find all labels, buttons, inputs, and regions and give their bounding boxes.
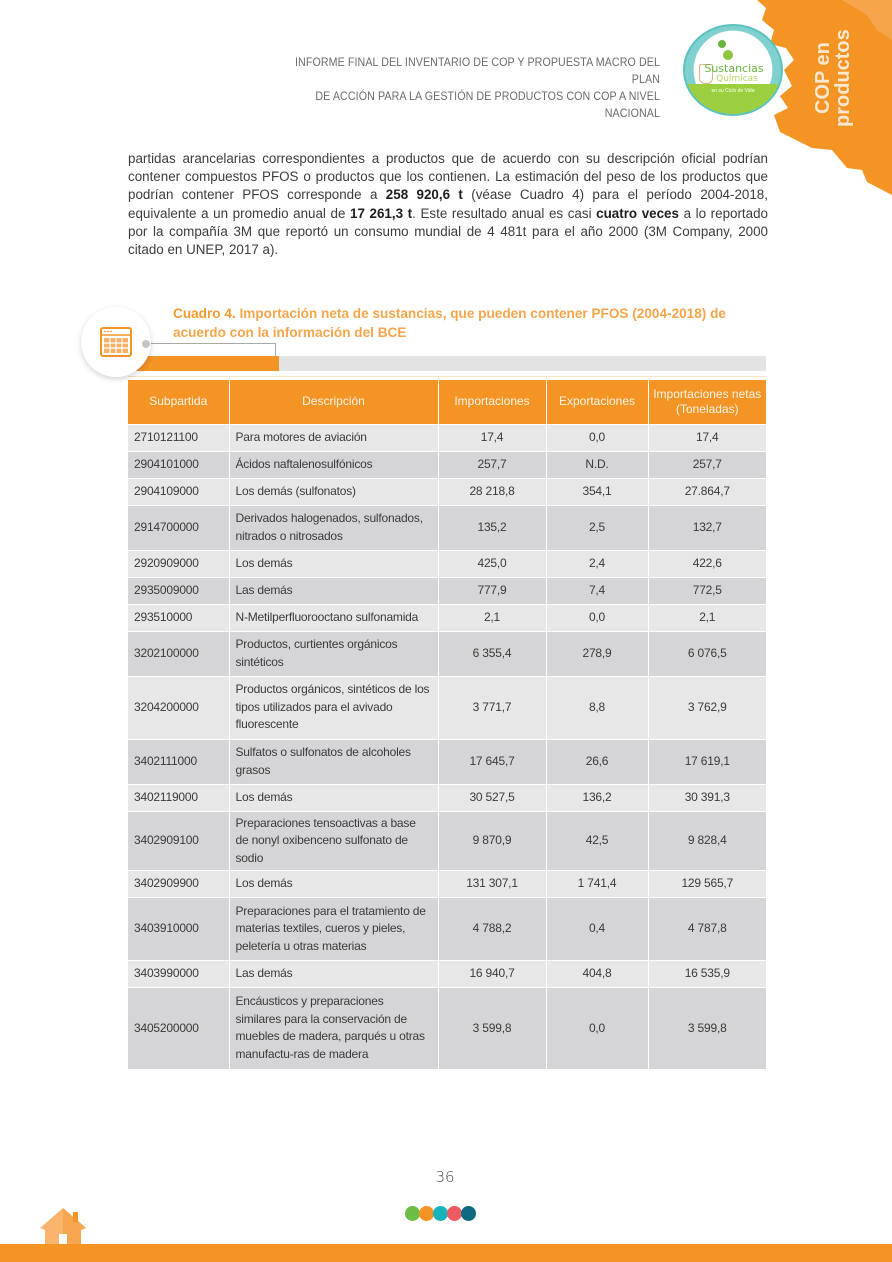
cell-importaciones-netas: 3 599,8 (648, 988, 766, 1069)
table-row (128, 871, 766, 898)
table-row (128, 424, 766, 451)
cell-importaciones: 135,2 (438, 505, 546, 550)
cell-subpartida: 3202100000 (128, 631, 229, 676)
cell-subpartida: 2935009000 (128, 577, 229, 604)
cell-exportaciones: 2,5 (546, 505, 648, 550)
table-row (128, 577, 766, 604)
table-icon (99, 326, 133, 358)
caption-bar-accent (128, 356, 279, 371)
bold-annual-average: 17 261,3 t (350, 205, 413, 221)
cell-subpartida: 3402119000 (128, 784, 229, 811)
cell-importaciones-netas: 132,7 (648, 505, 766, 550)
cell-importaciones: 4 788,2 (438, 898, 546, 961)
cell-subpartida: 2920909000 (128, 550, 229, 577)
header-exportaciones: Exportaciones (546, 380, 648, 424)
paragraph-text: partidas arancelarias correspondientes a productos que de acuerdo con su descripción oficial podrían contener compuestos PFOS o productos que los contienen. La estimación del peso de los productos que podrían contener PFOS corresponde a (128, 151, 768, 203)
cell-exportaciones: 404,8 (546, 961, 648, 988)
home-icon[interactable] (38, 1206, 88, 1246)
cell-importaciones: 17,4 (438, 424, 546, 451)
cell-importaciones-netas: 422,6 (648, 550, 766, 577)
table-row (128, 676, 766, 739)
dot-coral (447, 1206, 462, 1221)
logo-text-line-1: Sustancias (704, 62, 764, 75)
cell-exportaciones: 0,0 (546, 988, 648, 1069)
dot-navy-teal (461, 1206, 476, 1221)
cell-importaciones: 3 599,8 (438, 988, 546, 1069)
cell-importaciones-netas: 257,7 (648, 451, 766, 478)
cell-importaciones-netas: 27.864,7 (648, 478, 766, 505)
table-row (128, 631, 766, 676)
cell-importaciones-netas: 3 762,9 (648, 676, 766, 739)
bold-comparison: cuatro veces (596, 205, 679, 221)
table-row (128, 898, 766, 961)
dot-green (405, 1206, 420, 1221)
cell-exportaciones: 136,2 (546, 784, 648, 811)
cell-descripcion: Para motores de aviación (229, 424, 438, 451)
header-title-line-1: INFORME FINAL DEL INVENTARIO DE COP Y PROPUESTA MACRO DEL PLAN (294, 56, 660, 86)
cell-exportaciones: 0,0 (546, 604, 648, 631)
cell-importaciones: 9 870,9 (438, 811, 546, 871)
header-subpartida: Subpartida (128, 380, 229, 424)
logo-bubble-icon (718, 40, 726, 48)
cell-importaciones-netas: 772,5 (648, 577, 766, 604)
cell-descripcion: Sulfatos o sulfonatos de alcoholes grasos (229, 739, 438, 784)
page-number: 36 (435, 1168, 455, 1186)
cell-descripcion: Ácidos naftalenosulfónicos (229, 451, 438, 478)
paragraph-text: (véase Cuadro 4) para el período 2004-2018, equivalente a un promedio anual de (128, 187, 768, 221)
cell-importaciones-netas: 9 828,4 (648, 811, 766, 871)
table-row (128, 451, 766, 478)
table-row (128, 478, 766, 505)
cell-importaciones: 30 527,5 (438, 784, 546, 811)
cell-exportaciones: 26,6 (546, 739, 648, 784)
table-icon-badge (81, 307, 151, 377)
table-row (128, 784, 766, 811)
logo-bubble-icon (723, 50, 733, 60)
connector-line (149, 343, 276, 344)
cell-importaciones: 16 940,7 (438, 961, 546, 988)
cell-subpartida: 2904109000 (128, 478, 229, 505)
cell-exportaciones: 42,5 (546, 811, 648, 871)
header-descripcion: Descripción (229, 380, 438, 424)
cell-exportaciones: 1 741,4 (546, 871, 648, 898)
header-importaciones: Importaciones (438, 380, 546, 424)
table-row (128, 988, 766, 1069)
cell-importaciones: 425,0 (438, 550, 546, 577)
cell-descripcion: N-Metilperfluorooctano sulfonamida (229, 604, 438, 631)
cell-descripcion: Las demás (229, 577, 438, 604)
footer-bar (0, 1244, 892, 1262)
cell-descripcion: Productos orgánicos, sintéticos de los tipos utilizados para el avivado fluorescente (229, 676, 438, 739)
cell-exportaciones: 2,4 (546, 550, 648, 577)
table-row (128, 961, 766, 988)
paragraph-text: a lo reportado por la compañía 3M que reportó un consumo mundial de 4 481t para el año 2000 (3M Company, 2000 citado en UNEP, 2017 a). (128, 205, 768, 258)
table-row (128, 505, 766, 550)
caption-text: Importación neta de sustancias, que pueden contener PFOS (2004-2018) de acuerdo con la información del BCE (173, 306, 726, 340)
cell-subpartida: 3402909100 (128, 811, 229, 871)
cell-importaciones-netas: 17 619,1 (648, 739, 766, 784)
color-dots-decoration (405, 1206, 475, 1221)
pfos-imports-table (128, 380, 766, 1069)
cell-descripcion: Preparaciones tensoactivas a base de nonyl oxibenceno sulfonato de sodio (229, 811, 438, 871)
table-row (128, 739, 766, 784)
body-paragraph (128, 150, 768, 259)
cell-importaciones-netas: 30 391,3 (648, 784, 766, 811)
table-row (128, 811, 766, 871)
cell-importaciones: 131 307,1 (438, 871, 546, 898)
cell-exportaciones: N.D. (546, 451, 648, 478)
cell-subpartida: 3403990000 (128, 961, 229, 988)
cell-importaciones: 777,9 (438, 577, 546, 604)
logo-text-line-3: en su Ciclo de Vida (711, 88, 755, 94)
cell-subpartida: 3402909900 (128, 871, 229, 898)
cell-importaciones: 3 771,7 (438, 676, 546, 739)
cell-exportaciones: 7,4 (546, 577, 648, 604)
cell-importaciones-netas: 129 565,7 (648, 871, 766, 898)
cell-importaciones-netas: 6 076,5 (648, 631, 766, 676)
document-header-title (270, 54, 660, 122)
cell-descripcion: Productos, curtientes orgánicos sintéticos (229, 631, 438, 676)
cell-importaciones-netas: 16 535,9 (648, 961, 766, 988)
cell-subpartida: 2904101000 (128, 451, 229, 478)
cell-importaciones: 17 645,7 (438, 739, 546, 784)
cell-subpartida: 2710121100 (128, 424, 229, 451)
header-title-line-2: DE ACCIÓN PARA LA GESTIÓN DE PRODUCTOS CON COP A NIVEL NACIONAL (315, 90, 660, 120)
paragraph-text: . Este resultado anual es casi (412, 205, 597, 221)
cell-exportaciones: 0,4 (546, 898, 648, 961)
table-row (128, 550, 766, 577)
dot-teal (433, 1206, 448, 1221)
dot-orange (419, 1206, 434, 1221)
cell-subpartida: 3405200000 (128, 988, 229, 1069)
caption-label: Cuadro 4. (173, 306, 236, 321)
cell-subpartida: 3204200000 (128, 676, 229, 739)
table-caption (173, 304, 768, 342)
cell-importaciones: 2,1 (438, 604, 546, 631)
cell-descripcion: Los demás (229, 550, 438, 577)
cell-importaciones: 28 218,8 (438, 478, 546, 505)
bold-total-weight: 258 920,6 t (385, 187, 463, 203)
logo-text-line-2: Químicas (716, 74, 758, 84)
caption-divider (128, 376, 766, 377)
table-header-row (128, 380, 766, 424)
connector-line (275, 343, 276, 357)
cell-subpartida: 2914700000 (128, 505, 229, 550)
cell-importaciones: 6 355,4 (438, 631, 546, 676)
side-section-label: COP en productos (812, 29, 854, 127)
cell-exportaciones: 354,1 (546, 478, 648, 505)
cell-subpartida: 3402111000 (128, 739, 229, 784)
cell-descripcion: Encáusticos y preparaciones similares para la conservación de muebles de madera, parqués u otras manufactu-ras de madera (229, 988, 438, 1069)
cell-descripcion: Preparaciones para el tratamiento de materias textiles, cueros y pieles, peletería u otras materias (229, 898, 438, 961)
cell-descripcion: Derivados halogenados, sulfonados, nitrados o nitrosados (229, 505, 438, 550)
cell-importaciones-netas: 4 787,8 (648, 898, 766, 961)
sustancias-quimicas-logo (683, 24, 783, 116)
cell-importaciones-netas: 2,1 (648, 604, 766, 631)
cell-descripcion: Los demás (sulfonatos) (229, 478, 438, 505)
cell-exportaciones: 0,0 (546, 424, 648, 451)
table-row (128, 604, 766, 631)
connector-dot (142, 340, 150, 348)
cell-subpartida: 3403910000 (128, 898, 229, 961)
cell-importaciones-netas: 17,4 (648, 424, 766, 451)
cell-descripcion: Las demás (229, 961, 438, 988)
header-importaciones-netas: Importaciones netas (Toneladas) (648, 380, 766, 424)
cell-exportaciones: 278,9 (546, 631, 648, 676)
cell-importaciones: 257,7 (438, 451, 546, 478)
cell-descripcion: Los demás (229, 871, 438, 898)
cell-subpartida: 293510000 (128, 604, 229, 631)
cell-descripcion: Los demás (229, 784, 438, 811)
cell-exportaciones: 8,8 (546, 676, 648, 739)
